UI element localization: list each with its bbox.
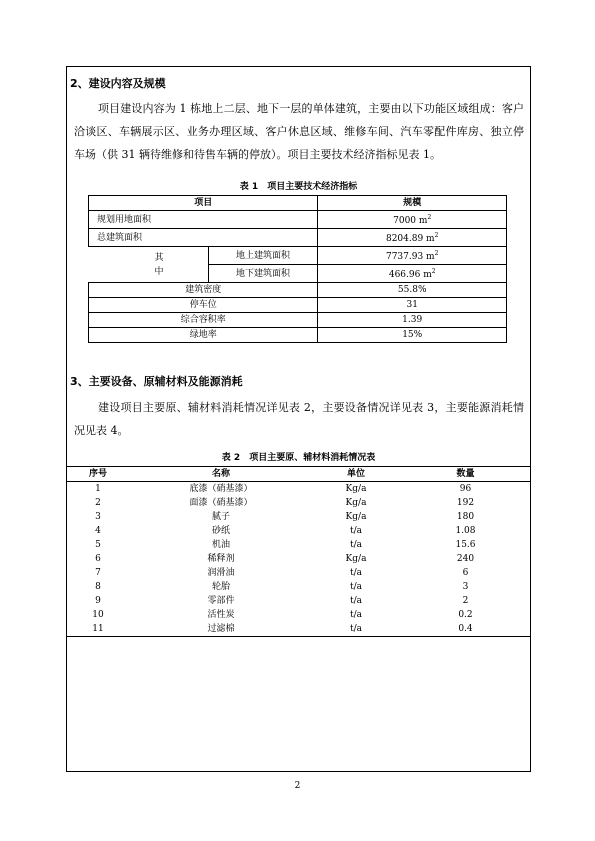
table-cell: t/a xyxy=(349,610,362,620)
table-cell: 180 xyxy=(456,512,475,522)
row-value: 7000 $m^2$ xyxy=(318,211,507,229)
row-value: 1.39 xyxy=(318,313,507,328)
table-cell: 11 xyxy=(66,622,130,637)
table-row xyxy=(66,524,531,538)
table-cell: 7 xyxy=(95,568,101,578)
table-cell: 零部件 xyxy=(207,596,235,606)
table-cell: Kg/a xyxy=(345,498,367,508)
table-cell: t/a xyxy=(349,526,362,536)
table-cell: 15.6 xyxy=(455,540,476,550)
table-row xyxy=(89,328,507,343)
row-value: 15% xyxy=(318,328,507,343)
table-row xyxy=(89,229,507,247)
row-value: 8204.89 $m^2$ xyxy=(318,229,507,247)
table-row xyxy=(66,594,531,608)
table-header-cell: 项目 xyxy=(89,196,318,211)
row-label: 地下建筑面积 xyxy=(208,265,318,283)
table-cell: 面漆（硝基漆） xyxy=(189,498,253,508)
row-value: 31 xyxy=(318,298,507,313)
table-cell: 稀释剂 xyxy=(207,554,235,564)
table-row xyxy=(89,283,507,298)
table-cell: t/a xyxy=(349,582,362,592)
table-cell: Kg/a xyxy=(345,512,367,522)
page-number: 2 xyxy=(294,781,301,791)
table-cell: Kg/a xyxy=(345,484,367,494)
table-cell: 9 xyxy=(95,596,101,606)
table-cell: t/a xyxy=(312,622,400,637)
table-cell: 96 xyxy=(459,484,472,494)
row-value: 55.8% xyxy=(318,283,507,298)
table-cell: 4 xyxy=(95,526,101,536)
row-label: 总建筑面积 xyxy=(89,229,318,247)
table-row xyxy=(66,566,531,580)
section3-paragraph: 建设项目主要原、辅材料消耗情况详见表 2，主要设备情况详见表 3，主要能源消耗情况见表 4。 xyxy=(74,401,524,437)
row-value: 7737.93 $m^2$ xyxy=(318,247,507,265)
table-header-row xyxy=(66,467,531,482)
table-cell: 3 xyxy=(95,512,101,522)
row-label: 建筑密度 xyxy=(89,283,318,298)
table-row xyxy=(66,482,531,497)
row-label: 综合容积率 xyxy=(89,313,318,328)
table-cell: 0.4 xyxy=(400,622,531,637)
row-label: 地上建筑面积 xyxy=(208,247,318,265)
table2-caption: 表 2 项目主要原、辅材料消耗情况表 xyxy=(221,453,376,463)
table-row xyxy=(66,538,531,552)
table-cell: 6 xyxy=(462,568,469,578)
table-row xyxy=(66,510,531,524)
table-cell: 0.2 xyxy=(458,610,473,620)
table-cell: 1 xyxy=(95,484,101,494)
table-header-cell: 数量 xyxy=(400,467,531,482)
table-row xyxy=(66,580,531,594)
table-cell: 底漆（硝基漆） xyxy=(189,484,253,494)
row-label: 绿地率 xyxy=(89,328,318,343)
table-header-cell: 单位 xyxy=(312,467,400,482)
table-cell: 6 xyxy=(95,554,101,564)
section2-heading: 2、建设内容及规模 xyxy=(70,77,166,90)
table-row xyxy=(66,622,531,637)
section2-paragraph: 项目建设内容为 1 栋地上二层、地下一层的单体建筑，主要由以下功能区域组成：客户洽谈区、车辆展示区、业务办理区域、客户休息区域、维修车间、汽车零配件库房、独立停车场（供 31 辆待维修和待售车辆的停放）。项目主要技术经济指标见表 1。 xyxy=(74,102,524,161)
table2 xyxy=(66,466,531,637)
table-cell: 轮胎 xyxy=(211,582,230,592)
table-header-cell: 序号 xyxy=(66,467,130,482)
table-cell: 过滤棉 xyxy=(130,622,312,637)
table-cell: 192 xyxy=(456,498,475,508)
table-cell: t/a xyxy=(349,568,362,578)
table-cell: 10 xyxy=(92,610,104,620)
table-cell: 2 xyxy=(95,498,101,508)
table-cell: 1.08 xyxy=(455,526,476,536)
row-label: 停车位 xyxy=(89,298,318,313)
table-row xyxy=(89,247,507,265)
table-cell: 240 xyxy=(456,554,475,564)
table-cell: 腻子 xyxy=(211,512,230,522)
table-row xyxy=(89,298,507,313)
section3-heading: 3、主要设备、原辅材料及能源消耗 xyxy=(70,375,243,388)
table-row xyxy=(66,608,531,622)
table-header-cell: 规模 xyxy=(318,196,507,211)
table-cell: 8 xyxy=(95,582,101,592)
table-cell: 机油 xyxy=(211,540,230,550)
table-cell: 3 xyxy=(462,582,469,592)
table-cell: 5 xyxy=(95,540,101,550)
table-cell: 2 xyxy=(462,596,469,606)
table1 xyxy=(88,195,507,343)
table-row xyxy=(89,211,507,229)
of-which-cell: 其 中 xyxy=(110,247,208,283)
table-cell: t/a xyxy=(349,596,362,606)
table1-caption: 表 1 项目主要技术经济指标 xyxy=(239,182,358,192)
table-header-row xyxy=(89,196,507,211)
table-row xyxy=(89,313,507,328)
table-cell: 活性炭 xyxy=(207,610,235,620)
row-value: 466.96 $m^2$ xyxy=(318,265,507,283)
row-label: 规划用地面积 xyxy=(89,211,318,229)
table-row xyxy=(66,552,531,566)
table-cell: 砂纸 xyxy=(211,526,230,536)
table-row xyxy=(66,496,531,510)
table-cell: Kg/a xyxy=(345,554,367,564)
table-cell: 润滑油 xyxy=(207,568,235,578)
table-header-cell: 名称 xyxy=(130,467,312,482)
table-cell: t/a xyxy=(349,540,362,550)
